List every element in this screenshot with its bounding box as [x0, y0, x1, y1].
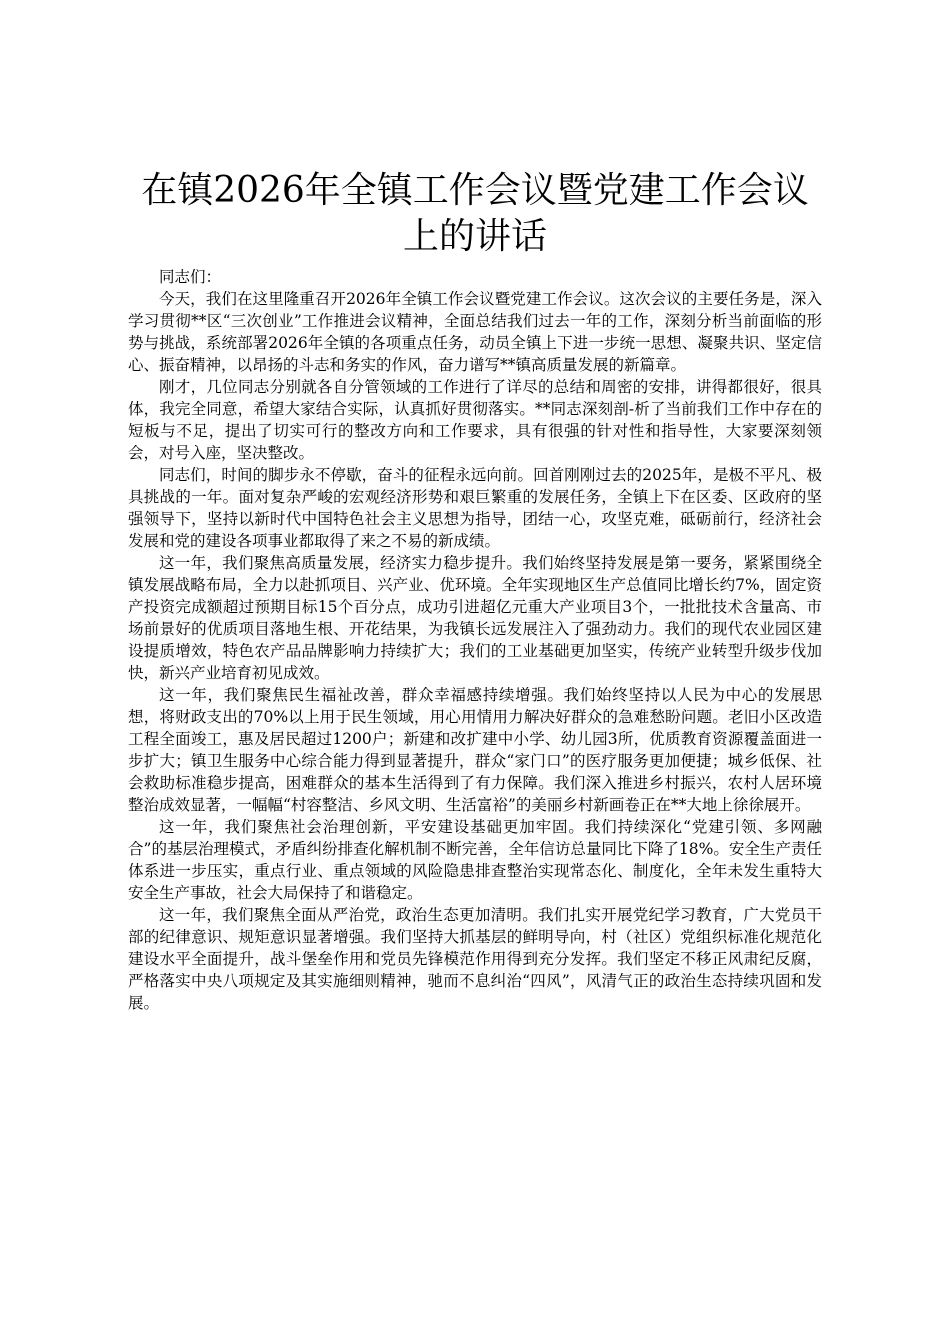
paragraph-party-building: 这一年，我们聚焦全面从严治党，政治生态更加清明。我们扎实开展党纪学习教育，广大党员干部的纪律意识、规矩意识显著增强。我们坚持大抓基层的鲜明导向，村（社区）党组织标准化规范化建设水平全面提升，战斗堡垒作用和党员先锋模范作用得到充分发挥。我们坚定不移正风肃纪反腐，严格落实中央八项规定及其实施细则精神，驰而不息纠治“四风”，风清气正的政治生态持续巩固和发展。	[128, 906, 822, 1012]
paragraph-economy: 这一年，我们聚焦高质量发展，经济实力稳步提升。我们始终坚持发展是第一要务，紧紧围绕全镇发展战略布局，全力以赴抓项目、兴产业、优环境。全年实现地区生产总值同比增长约7%，固定资产投资完成额超过预期目标15个百分点，成功引进超亿元重大产业项目3个，一批批技术含量高、市场前景好的优质项目落地生根、开花结果，为我镇长远发展注入了强劲动力。我们的现代农业园区建设提质增效，特色农产品品牌影响力持续扩大；我们的工业基础更加坚实，传统产业转型升级步伐加快，新兴产业培育初见成效。	[128, 554, 822, 682]
paragraph-review: 同志们，时间的脚步永不停歇，奋斗的征程永远向前。回首刚刚过去的2025年，是极不平凡、极具挑战的一年。面对复杂严峻的宏观经济形势和艰巨繁重的发展任务，全镇上下在区委、区政府的坚强领导下，坚持以新时代中国特色社会主义思想为指导，团结一心，攻坚克难，砥砺前行，经济社会发展和党的建设各项事业都取得了来之不易的新成绩。	[128, 466, 822, 550]
document-body	[128, 168, 822, 1014]
paragraph-comments: 刚才，几位同志分别就各自分管领域的工作进行了详尽的总结和周密的安排，讲得都很好，很具体，我完全同意，希望大家结合实际，认真抓好贯彻落实。**同志深刻剖-析了当前我们工作中存在的短板与不足，提出了切实可行的整改方向和工作要求，具有很强的针对性和指导性，大家要深刻领会，对号入座，坚决整改。	[128, 378, 822, 462]
document-title: 在镇2026年全镇工作会议暨党建工作会议上的讲话	[141, 170, 809, 257]
paragraph-opening: 今天，我们在这里隆重召开2026年全镇工作会议暨党建工作会议。这次会议的主要任务是，深入学习贯彻**区“三次创业”工作推进会议精神，全面总结我们过去一年的工作，深刻分析当前面临的形势与挑战，系统部署2026年全镇的各项重点任务，动员全镇上下进一步统一思想、凝聚共识、坚定信心、振奋精神，以昂扬的斗志和务实的作风，奋力谱写**镇高质量发展的新篇章。	[128, 290, 822, 374]
paragraph-governance: 这一年，我们聚焦社会治理创新，平安建设基础更加牢固。我们持续深化“党建引领、多网融合”的基层治理模式，矛盾纠纷排查化解机制不断完善，全年信访总量同比下降了18%。安全生产责任体系进一步压实，重点行业、重点领域的风险隐患排查整治实现常态化、制度化，全年未发生重特大安全生产事故，社会大局保持了和谐稳定。	[128, 818, 822, 902]
salutation: 同志们：	[159, 268, 222, 286]
paragraph-livelihood: 这一年，我们聚焦民生福祉改善，群众幸福感持续增强。我们始终坚持以人民为中心的发展思想，将财政支出的70%以上用于民生领域，用心用情用力解决好群众的急难愁盼问题。老旧小区改造工程全面竣工，惠及居民超过1200户；新建和改扩建中小学、幼儿园3所，优质教育资源覆盖面进一步扩大；镇卫生服务中心综合能力得到显著提升，群众“家门口”的医疗服务更加便捷；城乡低保、社会救助标准稳步提高，困难群众的基本生活得到了有力保障。我们深入推进乡村振兴，农村人居环境整治成效显著，一幅幅“村容整洁、乡风文明、生活富裕”的美丽乡村新画卷正在**大地上徐徐展开。	[128, 686, 822, 814]
